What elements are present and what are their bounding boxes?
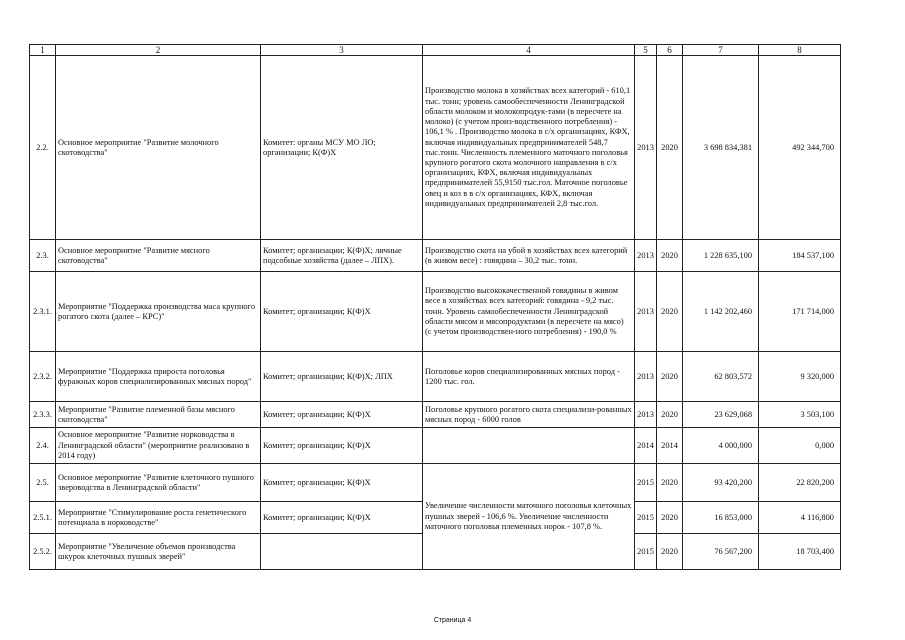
executor bbox=[261, 534, 423, 570]
executor: Комитет; организации; К(Ф)Х; ЛПХ bbox=[261, 352, 423, 402]
start-year: 2015 bbox=[635, 502, 657, 534]
expected-result: Производство высококачественной говядины в живом весе в хозяйствах всех категорий: говядина - 9,2 тыс. тонн. Уровень самообеспеченности Ленинградской области мясом и мясопродуктами (в пересчете на мясо) (с учетом производствен-ного потребления) - 190,0 % bbox=[423, 272, 635, 352]
end-year: 2014 bbox=[657, 428, 683, 464]
executor: Комитет; организации; К(Ф)Х bbox=[261, 502, 423, 534]
table-row bbox=[30, 352, 841, 402]
start-year: 2013 bbox=[635, 56, 657, 240]
expected-result: Поголовье коров специализированных мясных пород - 1200 тыс. гол. bbox=[423, 352, 635, 402]
expected-result: Поголовье крупного рогатого скота специализи-рованных мясных пород - 6000 голов bbox=[423, 402, 635, 428]
amount-total: 1 228 635,100 bbox=[683, 240, 759, 272]
end-year: 2020 bbox=[657, 402, 683, 428]
amount-total: 76 567,200 bbox=[683, 534, 759, 570]
activity-name: Основное мероприятие "Развитие клеточного пушного звероводства в Ленинградской области" bbox=[56, 464, 261, 502]
table-row bbox=[30, 56, 841, 240]
table-row bbox=[30, 272, 841, 352]
amount-period: 492 344,700 bbox=[759, 56, 841, 240]
table-row bbox=[30, 464, 841, 502]
header-cell-5: 5 bbox=[635, 45, 657, 56]
activity-name: Мероприятие "Стимулирование роста генетического потенциала в норководстве" bbox=[56, 502, 261, 534]
header-cell-8: 8 bbox=[759, 45, 841, 56]
end-year: 2020 bbox=[657, 240, 683, 272]
table-row bbox=[30, 402, 841, 428]
row-number: 2.4. bbox=[30, 428, 56, 464]
activity-name: Мероприятие "Поддержка прироста поголовья фуражных коров специализированных мясных пород" bbox=[56, 352, 261, 402]
executor: Комитет: органы МСУ МО ЛО; организации; К(Ф)Х bbox=[261, 56, 423, 240]
header-cell-4: 4 bbox=[423, 45, 635, 56]
executor: Комитет; организации; К(Ф)Х bbox=[261, 272, 423, 352]
activity-name: Мероприятие "Развитие племенной базы мясного скотоводства" bbox=[56, 402, 261, 428]
amount-total: 1 142 202,460 bbox=[683, 272, 759, 352]
amount-period: 9 320,000 bbox=[759, 352, 841, 402]
start-year: 2014 bbox=[635, 428, 657, 464]
start-year: 2015 bbox=[635, 464, 657, 502]
expected-result bbox=[423, 428, 635, 464]
row-number: 2.3.1. bbox=[30, 272, 56, 352]
table-row bbox=[30, 240, 841, 272]
header-cell-1: 1 bbox=[30, 45, 56, 56]
header-cell-6: 6 bbox=[657, 45, 683, 56]
amount-period: 0,000 bbox=[759, 428, 841, 464]
executor: Комитет; организации; К(Ф)Х bbox=[261, 428, 423, 464]
end-year: 2020 bbox=[657, 272, 683, 352]
executor: Комитет; организации; К(Ф)Х bbox=[261, 402, 423, 428]
amount-period: 184 537,100 bbox=[759, 240, 841, 272]
end-year: 2020 bbox=[657, 464, 683, 502]
start-year: 2013 bbox=[635, 240, 657, 272]
amount-total: 4 000,000 bbox=[683, 428, 759, 464]
amount-total: 23 629,068 bbox=[683, 402, 759, 428]
row-number: 2.5.1. bbox=[30, 502, 56, 534]
row-number: 2.5.2. bbox=[30, 534, 56, 570]
executor: Комитет; организации; К(Ф)Х; личные подсобные хозяйства (далее – ЛПХ). bbox=[261, 240, 423, 272]
page-footer: Страница 4 bbox=[433, 617, 472, 624]
expected-result: Производство молока в хозяйствах всех категорий - 610,1 тыс. тонн; уровень самообеспеченности Ленинградской области молоком и молокопродук-тами (в пересчете на молоко) (с учетом произ-водственного потребления) - 106,1 % . Производство молока в с/х организациях, КФХ, включая индивидуальных предпринимателей 548,7 тыс.тонн. Численность племенного маточного поголовья крупного рогатого скота молочного направления в с/х организациях, КФХ, включая индивидуальных предпринимателей 55,9150 тыс.гол. Маточное поголовье овец и коз в в с/х организациях, КФХ, включая индивидуальных предпринимателей 2,8 тыс.гол. bbox=[423, 56, 635, 240]
header-cell-3: 3 bbox=[261, 45, 423, 56]
end-year: 2020 bbox=[657, 502, 683, 534]
header-cell-7: 7 bbox=[683, 45, 759, 56]
activity-name: Основное мероприятие "Развитие мясного скотоводства" bbox=[56, 240, 261, 272]
amount-total: 93 420,200 bbox=[683, 464, 759, 502]
end-year: 2020 bbox=[657, 56, 683, 240]
activity-name: Мероприятие "Увеличение объемов производства шкурок клеточных пушных зверей" bbox=[56, 534, 261, 570]
program-table bbox=[29, 44, 841, 570]
header-cell-2: 2 bbox=[56, 45, 261, 56]
row-number: 2.3.3. bbox=[30, 402, 56, 428]
start-year: 2013 bbox=[635, 272, 657, 352]
end-year: 2020 bbox=[657, 534, 683, 570]
executor: Комитет; организации; К(Ф)Х bbox=[261, 464, 423, 502]
end-year: 2020 bbox=[657, 352, 683, 402]
start-year: 2015 bbox=[635, 534, 657, 570]
header-row bbox=[30, 45, 841, 56]
amount-period: 22 820,200 bbox=[759, 464, 841, 502]
amount-period: 18 703,400 bbox=[759, 534, 841, 570]
row-number: 2.2. bbox=[30, 56, 56, 240]
table-row bbox=[30, 428, 841, 464]
row-number: 2.5. bbox=[30, 464, 56, 502]
activity-name: Основное мероприятие "Развитие норководства в Ленинградской области" (мероприятие реализовано в 2014 году) bbox=[56, 428, 261, 464]
amount-total: 3 698 834,381 bbox=[683, 56, 759, 240]
amount-period: 3 503,100 bbox=[759, 402, 841, 428]
start-year: 2013 bbox=[635, 352, 657, 402]
amount-period: 171 714,000 bbox=[759, 272, 841, 352]
amount-total: 16 853,000 bbox=[683, 502, 759, 534]
expected-result-merged: Увеличение численности маточного поголовья клеточных пушных зверей - 106,6 %. Увеличение численности маточного поголовья племенных норок - 107,8 %. bbox=[423, 464, 635, 570]
row-number: 2.3.2. bbox=[30, 352, 56, 402]
activity-name: Мероприятие "Поддержка производства маса крупного рогатого скота (далее – КРС)" bbox=[56, 272, 261, 352]
start-year: 2013 bbox=[635, 402, 657, 428]
amount-total: 62 803,572 bbox=[683, 352, 759, 402]
amount-period: 4 116,800 bbox=[759, 502, 841, 534]
expected-result: Производство скота на убой в хозяйствах всех категорий (в живом весе) : говядина – 30,2 тыс. тонн. bbox=[423, 240, 635, 272]
activity-name: Основное мероприятие "Развитие молочного скотоводства" bbox=[56, 56, 261, 240]
row-number: 2.3. bbox=[30, 240, 56, 272]
